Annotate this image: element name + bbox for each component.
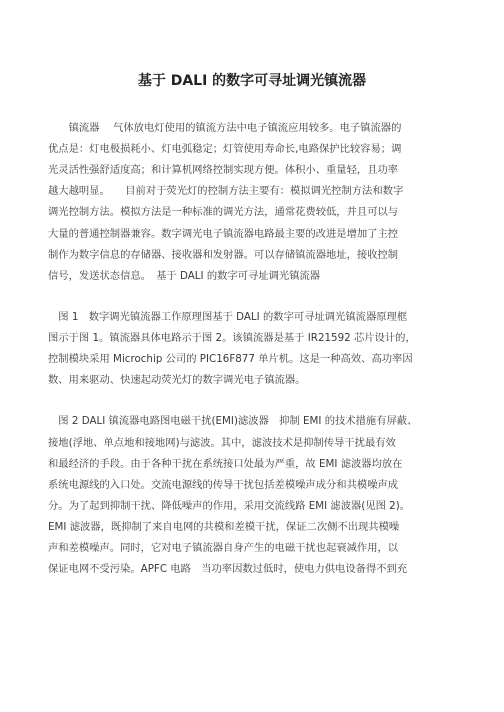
text-line: 图 2 DALI 镇流器电路图电磁干扰(EMI)滤波器 抑制 EMI 的技术措施有屏蔽、 — [48, 415, 418, 427]
text-line: 图示于图 1。镇流器具体电路示于图 2。该镇流器是基于 IR21592 芯片设计的， — [48, 332, 416, 344]
text-line: 声和差模噪声。同时，它对电子镇流器自身产生的电磁干扰也起衰减作用，以 — [48, 542, 399, 554]
text-line: 优点是：灯电极损耗小、灯电弧稳定；灯管使用寿命长,电路保护比较容易；调 — [48, 143, 402, 155]
document-title: 基于 DALI 的数字可寻址调光镇流器 — [137, 73, 367, 89]
text-line: 和最经济的手段。由于各种干扰在系统接口处最为严重，故 EMI 滤波器均放在 — [48, 458, 403, 470]
text-line: 信号，发送状态信息。 基于 DALI 的数字可寻址调光镇流器 — [48, 270, 321, 282]
text-line: 系统电源线的入口处。交流电源线的传导干扰包括差模噪声成分和共模噪声成 — [48, 479, 399, 491]
text-line: 控制模块采用 Microchip 公司的 PIC16F877 单片机。这是一种高效、高功率因 — [48, 353, 413, 365]
text-line: 大量的普通控制器兼容。数字调光电子镇流器电路最主要的改进是增加了主控 — [48, 228, 399, 240]
text-line: 分。为了起到抑制干扰、降低噪声的作用，采用交流线路 EMI 滤波器(见图 2)。 — [48, 500, 411, 512]
text-line: 图 1 数字调光镇流器工作原理图基于 DALI 的数字可寻址调光镇流器原理框 — [48, 311, 408, 323]
text-line: 保证电网不受污染。APFC 电路 当功率因数过低时，使电力供电设备得不到充 — [48, 563, 408, 575]
text-line: 光灵活性强舒适度高；和计算机网络控制实现方便。体积小、重量轻，且功率 — [48, 164, 399, 176]
text-line: 制作为数字信息的存储器、接收器和发射器。可以存储镇流器地址，接收控制 — [48, 249, 399, 261]
text-line: EMI 滤波器，既抑制了来自电网的共模和差模干扰，保证二次侧不出现共模噪 — [48, 521, 400, 533]
text-line: 越大越明显。 目前对于荧光灯的控制方法主要有：模拟调光控制方法和数字 — [48, 185, 404, 197]
text-line: 镇流器 气体放电灯使用的镇流方法中电子镇流应用较多。电子镇流器的 — [48, 122, 402, 134]
text-line: 数、用来驱动、快速起动荧光灯的数字调光电子镇流器。 — [48, 374, 306, 386]
text-line: 调光控制方法。模拟方法是一种标准的调光方法，通常花费较低，并且可以与 — [48, 206, 399, 218]
text-line: 接地(浮地、单点地和接地网)与滤波。其中，滤波技术是抑制传导干扰最有效 — [48, 437, 396, 449]
